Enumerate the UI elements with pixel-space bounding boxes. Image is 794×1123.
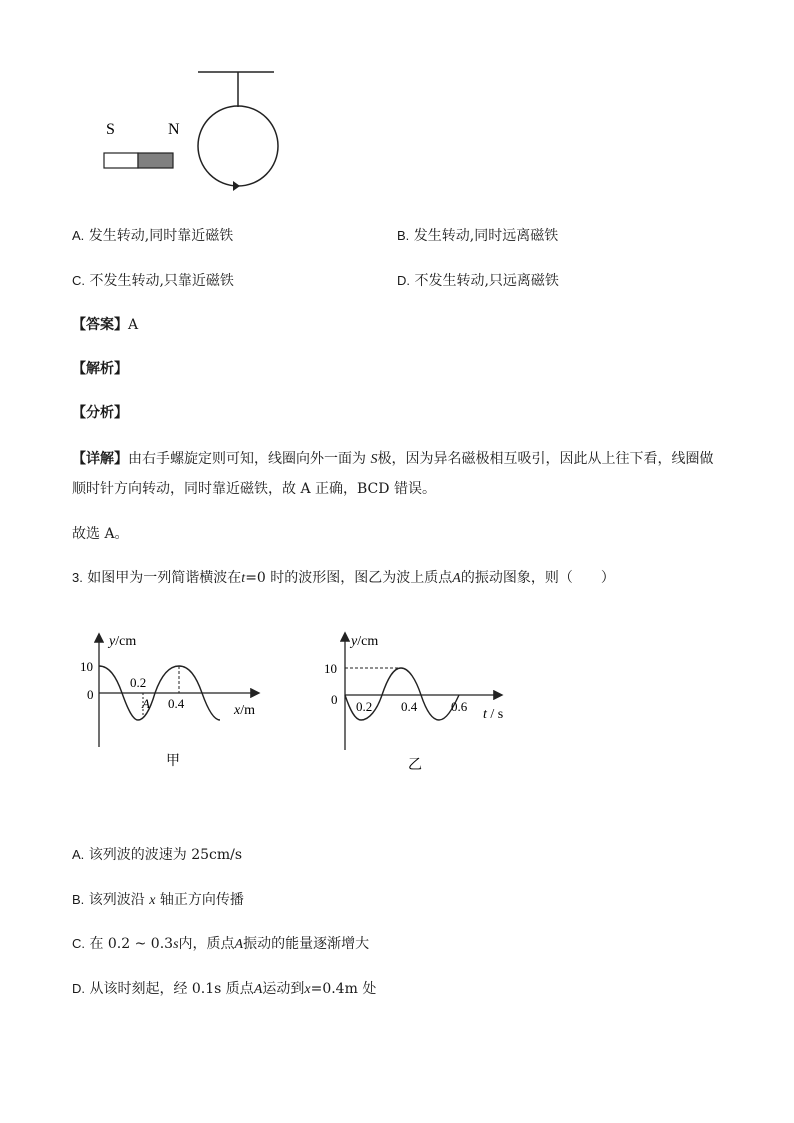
option-letter: C. [72, 273, 85, 288]
coil [198, 106, 278, 186]
option-var: A [253, 982, 263, 997]
option-text-b: 轴正方向传播 [159, 892, 244, 908]
option-text: 发生转动,同时靠近磁铁 [88, 228, 234, 244]
jia-caption: 甲 [166, 754, 180, 769]
option-text-c: =0.4m 处 [310, 981, 377, 997]
magnet-n-half [138, 153, 173, 168]
option-letter: D. [72, 981, 85, 996]
answer-label: 【答案】 [72, 317, 128, 333]
q3-option-b[interactable] [72, 890, 244, 911]
conclusion: 故选 A。 [72, 526, 129, 542]
option-var: x [149, 893, 156, 908]
stem-A: A [452, 571, 461, 586]
magnet-coil-figure [90, 60, 290, 200]
option-text-b: 运动到 [262, 981, 305, 997]
q2-option-d[interactable] [397, 271, 559, 291]
option-text-b: 内，质点 [178, 936, 235, 952]
pole-s-label: S [106, 121, 115, 138]
figure-yi-vibration [315, 628, 525, 778]
option-letter: D. [397, 273, 410, 288]
jia-tick-02: 0.2 [130, 675, 147, 690]
yi-tick-10: 10 [324, 661, 337, 676]
option-text: 发生转动,同时远离磁铁 [413, 228, 559, 244]
stem-b: =0 时的波形图，图乙为波上质点 [245, 570, 453, 586]
q2-option-a[interactable] [72, 226, 233, 246]
jia-point-A: A [142, 696, 150, 711]
option-var2: x [304, 982, 311, 997]
option-letter: A. [72, 228, 85, 243]
stem-t: t [241, 571, 246, 586]
detail-line-2: 顺时针方向转动，同时靠近磁铁，故 A 正确，BCD 错误。 [72, 481, 436, 497]
yi-x-label: t / s [483, 707, 504, 722]
option-letter: C. [72, 936, 85, 951]
option-text-a: 该列波沿 [88, 892, 145, 908]
figure-jia-wave [70, 625, 290, 775]
option-text-a: 从该时刻起，经 0.1s 质点 [89, 981, 254, 997]
jia-tick-10: 10 [80, 659, 93, 674]
yi-tick-0: 0 [331, 692, 338, 707]
option-letter: B. [72, 892, 85, 907]
q3-option-c[interactable] [72, 934, 369, 955]
option-letter: A. [72, 847, 85, 862]
q3-option-a[interactable] [72, 845, 242, 865]
q3-stem [72, 568, 615, 589]
option-text-c: 振动的能量逐渐增大 [243, 936, 370, 952]
option-var: s [173, 937, 179, 952]
detail-text-b: 极，因为异名磁极相互吸引，因此从上往下看，线圈做 [377, 451, 714, 467]
jia-tick-04: 0.4 [168, 696, 185, 711]
detail-label: 【详解】 [72, 451, 128, 467]
yi-tick-04: 0.4 [401, 699, 418, 714]
answer-value: A [128, 317, 139, 333]
detail-text-a: 由右手螺旋定则可知，线圈向外一面为 [128, 451, 366, 467]
stem-a: 如图甲为一列简谐横波在 [87, 570, 242, 586]
pole-n-label: N [168, 121, 180, 138]
option-text: 不发生转动,只靠近磁铁 [89, 273, 234, 289]
current-arrow [233, 181, 240, 191]
jia-y-label: y/cm [109, 634, 137, 649]
q2-option-c[interactable] [72, 271, 234, 291]
magnet-s-half [104, 153, 138, 168]
fenxi-label: 【分析】 [72, 405, 128, 421]
detail-line-1 [72, 449, 713, 470]
jia-x-label: x/m [234, 703, 255, 718]
option-var2: A [234, 937, 244, 952]
yi-tick-02: 0.2 [356, 699, 373, 714]
yi-caption: 乙 [408, 758, 422, 773]
jia-tick-0: 0 [87, 687, 94, 702]
question-number: 3. [72, 570, 83, 585]
q2-option-b[interactable] [397, 226, 558, 246]
analysis-label: 【解析】 [72, 361, 128, 377]
answer-line [72, 315, 138, 335]
option-text: 该列波的波速为 25cm/s [88, 847, 243, 863]
option-text-a: 在 0.2 ~ 0.3 [89, 936, 174, 952]
option-text: 不发生转动,只远离磁铁 [414, 273, 559, 289]
q3-option-d[interactable] [72, 979, 376, 1000]
option-letter: B. [397, 228, 410, 243]
stem-c: 的振动图象，则（ ） [460, 570, 615, 586]
yi-tick-06: 0.6 [451, 699, 468, 714]
yi-y-label: y/cm [351, 634, 379, 649]
detail-s-pole: S [370, 452, 378, 467]
